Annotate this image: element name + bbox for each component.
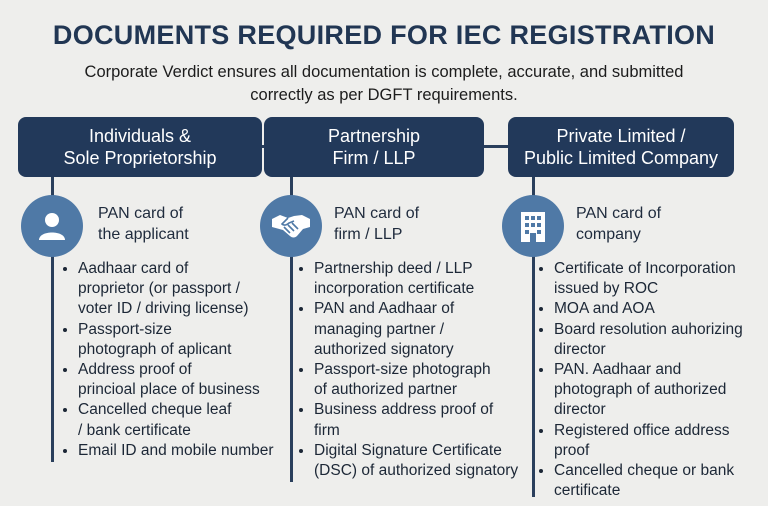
page-subtitle	[40, 61, 728, 107]
item-line: / bank certificate	[78, 421, 191, 439]
item-line: • Address proof of	[78, 361, 192, 379]
header-line: Private Limited /	[556, 126, 686, 146]
connector-line	[484, 145, 508, 148]
item-line: proprietor (or passport /	[78, 280, 240, 298]
item-line: • Partnership deed / LLP	[314, 260, 473, 277]
item-line: • PAN. Aadhaar and	[554, 361, 682, 379]
list-item	[554, 360, 768, 421]
handshake-icon-badge	[260, 195, 322, 257]
list-item	[78, 441, 303, 461]
list-item	[554, 461, 768, 501]
document-list-company	[538, 259, 768, 501]
list-item	[78, 360, 303, 400]
list-item	[78, 259, 303, 320]
header-line: Partnership	[327, 126, 421, 146]
pan-card-text	[576, 203, 661, 245]
item-line: • PAN and Aadhaar of	[314, 300, 455, 318]
header-line: Public Limited Company	[523, 148, 719, 168]
item-line: • Digital Signature Certificate	[314, 441, 502, 459]
list-item	[314, 299, 539, 360]
item-line: issued by ROC	[554, 280, 659, 298]
person-icon	[34, 208, 70, 244]
page-title: DOCUMENTS REQUIRED FOR IEC REGISTRATION	[52, 20, 716, 50]
list-item	[554, 421, 768, 461]
item-line: proof	[554, 441, 590, 459]
item-line: managing partner /	[314, 320, 445, 338]
list-item	[78, 320, 303, 360]
item-line: director	[554, 340, 606, 358]
item-line: • MOA and AOA	[554, 300, 655, 318]
item-line: • Registered office address	[554, 421, 730, 439]
list-item	[314, 441, 539, 481]
list-item	[314, 400, 539, 440]
pan-line: PAN card of	[98, 205, 184, 222]
pan-line: PAN card of	[334, 205, 420, 222]
item-line: firm	[314, 421, 340, 439]
item-line: incorporation certificate	[314, 280, 475, 298]
item-line: princioal place of business	[78, 381, 260, 399]
column-header-partnership	[264, 117, 484, 177]
item-line: of authorized partner	[314, 381, 458, 399]
column-header-individuals	[18, 117, 262, 177]
subtitle-line: correctly as per DGFT requirements.	[250, 86, 518, 104]
list-item	[78, 400, 303, 440]
subtitle-line: Corporate Verdict ensures all documentation is complete, accurate, and submitted	[84, 63, 684, 81]
item-line: (DSC) of authorized signatory	[314, 462, 519, 480]
item-line: photograph of aplicant	[78, 340, 232, 358]
building-icon	[517, 209, 549, 243]
item-line: • Business address proof of	[314, 401, 494, 419]
list-item	[554, 320, 768, 360]
person-icon-badge	[21, 195, 83, 257]
handshake-icon	[270, 209, 312, 243]
building-icon-badge	[502, 195, 564, 257]
list-item	[554, 259, 768, 299]
header-line: Firm / LLP	[332, 148, 416, 168]
item-line: • Cancelled cheque leaf	[78, 401, 232, 419]
item-line: • Passport-size	[78, 320, 172, 338]
pan-line: firm / LLP	[334, 226, 403, 243]
pan-card-text	[334, 203, 419, 245]
document-list-partnership	[298, 259, 539, 481]
list-item	[314, 360, 539, 400]
document-list-individuals	[62, 259, 303, 461]
pan-line: the applicant	[98, 226, 189, 243]
item-line: director	[554, 401, 606, 419]
item-line: • Certificate of Incorporation	[554, 260, 736, 277]
header-line: Individuals &	[88, 126, 192, 146]
item-line: • Email ID and mobile number	[78, 441, 274, 459]
item-line: voter ID / driving license)	[78, 300, 249, 318]
header-line: Sole Proprietorship	[63, 148, 217, 168]
item-line: • Aadhaar card of	[78, 260, 189, 277]
list-item	[314, 259, 539, 299]
item-line: authorized signatory	[314, 340, 454, 358]
pan-line: company	[576, 226, 641, 243]
pan-card-text	[98, 203, 189, 245]
item-line: certificate	[554, 482, 621, 500]
item-line: • Board resolution auhorizing	[554, 320, 743, 338]
item-line: photograph of authorized	[554, 381, 727, 399]
list-item	[554, 299, 768, 319]
item-line: • Passport-size photograph	[314, 361, 491, 379]
column-header-company	[508, 117, 734, 177]
item-line: • Cancelled cheque or bank	[554, 462, 735, 480]
pan-line: PAN card of	[576, 205, 662, 222]
